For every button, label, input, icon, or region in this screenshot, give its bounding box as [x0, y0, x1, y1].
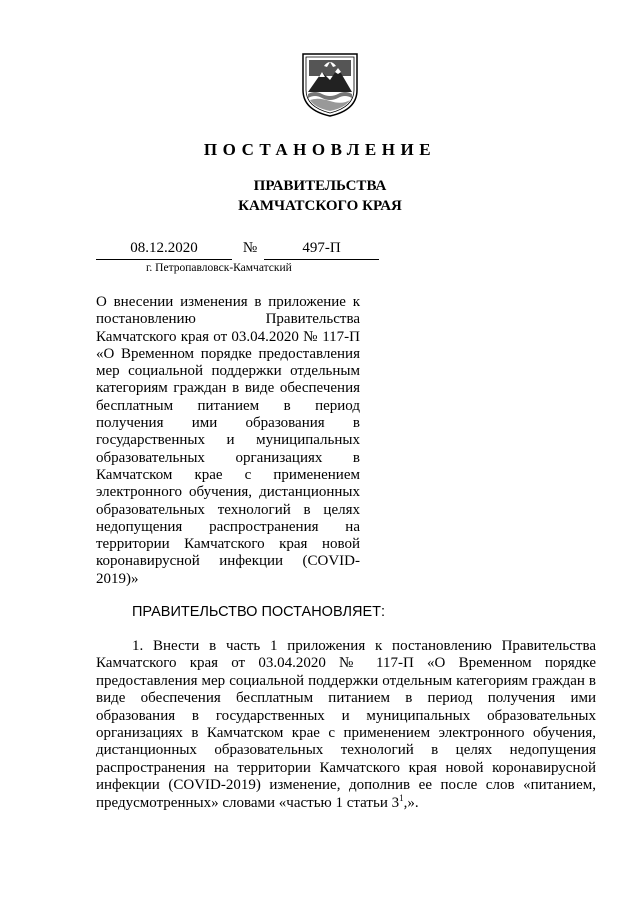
paragraph-1-text: 1. Внести в часть 1 приложения к постановлению Правительства Камчатского края от 03.04.2020 № 117-П «О Временном порядке предоставления мер социальной поддержки отдельным категориям граждан в виде обеспечения бесплатным питанием в период получения ими образования в государственных и муниципальных образовательных организациях в Камчатском крае с применением электронного обучения, дистанционных образовательных технологий в целях недопущения распространения на территории Камчатского края новой коронавирусной инфекции (COVID-2019) изменение, дополнив ее после слов «питанием, предусмотренных» словами «частью 1 статьи 3 [96, 638, 596, 811]
paragraph-1 [96, 638, 596, 812]
document-title: О внесении изменения в приложение к постановлению Правительства Камчатского края от 03.04.2020 № 117-П «О Временном порядке предоставления мер социальной поддержки отдельным категориям граждан в виде обеспечения бесплатным питанием в период получения ими образования в государственных и муниципальных образовательных организациях в Камчатском крае с применением электронного обучения, дистанционных образовательных технологий в целях недопущения распространения на территории Камчатского края новой коронавирусной инфекции (COVID-2019)» [96, 294, 360, 587]
number-sign: № [242, 240, 258, 256]
resolution-heading: ПРАВИТЕЛЬСТВО ПОСТАНОВЛЯЕТ: [132, 604, 386, 620]
document-type: ПОСТАНОВЛЕНИЕ [203, 140, 437, 159]
superscript: 1 [399, 792, 404, 803]
kamchatka-coat-of-arms-icon [300, 50, 360, 118]
authority-line-1: ПРАВИТЕЛЬСТВА [253, 178, 387, 194]
issuing-authority [0, 176, 640, 216]
document-number: 497-П [264, 240, 379, 260]
paragraph-1-tail: ,». [403, 794, 419, 811]
document-date: 08.12.2020 [96, 240, 232, 260]
authority-line-2: КАМЧАТСКОГО КРАЯ [238, 198, 402, 214]
issue-city: г. Петропавловск-Камчатский [146, 262, 292, 274]
